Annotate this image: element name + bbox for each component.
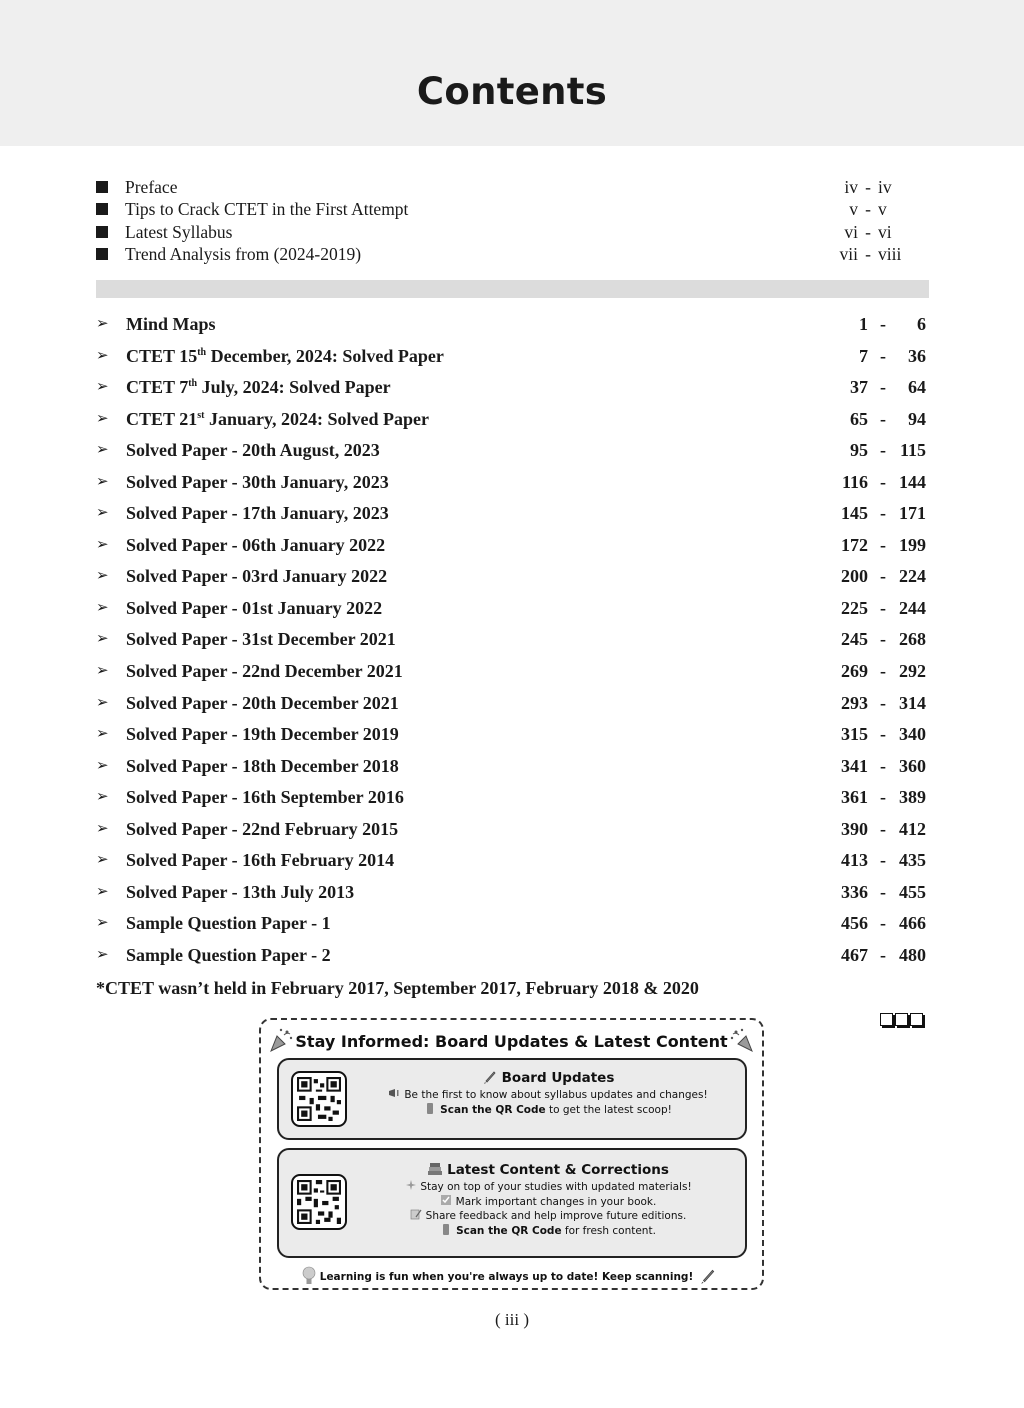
page-end: 340 (899, 724, 926, 745)
page-separator: - (880, 913, 886, 934)
title-text: Solved Paper - 16th September 2016 (126, 787, 404, 808)
footer-text: Learning is fun when you're always up to date! Keep scanning! (319, 1271, 694, 1283)
page-end: v (878, 199, 887, 220)
sparkles-icon (404, 1180, 416, 1191)
title-text: Solved Paper - 03rd January 2022 (126, 566, 388, 587)
contents-entry-title (126, 470, 389, 494)
qr-code-icon (297, 1077, 341, 1121)
prelim-item-label: Tips to Crack CTET in the First Attempt (125, 199, 409, 220)
megaphone-icon (388, 1088, 400, 1099)
title-text: Mind Maps (126, 314, 216, 334)
page-separator: - (880, 724, 886, 745)
arrowhead-bullet-icon: ➢ (96, 473, 109, 490)
page-start: vii (839, 243, 858, 264)
contents-entry (96, 627, 926, 659)
contents-entry (96, 817, 926, 849)
prelim-item-label: Preface (125, 177, 178, 197)
page-separator: - (880, 377, 886, 398)
title-text: Solved Paper - 20th December 2021 (126, 692, 399, 713)
page-start: 293 (841, 692, 868, 713)
arrowhead-bullet-icon: ➢ (96, 883, 109, 900)
contents-entry-title (126, 344, 444, 368)
page-separator: - (880, 534, 886, 555)
contents-entry-title (126, 722, 399, 746)
page-start: 467 (841, 944, 868, 965)
title-text: Solved Paper - 06th January 2022 (126, 534, 386, 555)
page-start: 172 (841, 534, 868, 555)
title-text: Solved Paper - 01st January 2022 (126, 597, 383, 618)
contents-entry-title (126, 691, 399, 715)
line-text: Mark important changes in your book. (455, 1195, 657, 1208)
contents-entry (96, 659, 926, 691)
contents-entry (96, 375, 926, 407)
page-separator: - (880, 629, 886, 650)
square-bullet-icon (96, 248, 108, 260)
contents-entry-title (126, 596, 382, 620)
contents-entry-title (126, 407, 429, 431)
latest-content-line (359, 1180, 737, 1195)
title-text: Solved Paper - 17th January, 2023 (126, 503, 389, 524)
arrowhead-bullet-icon: ➢ (96, 316, 109, 332)
contents-entry (96, 722, 926, 754)
line-text: Be the first to know about syllabus updates and changes! (404, 1089, 708, 1101)
page-separator: - (880, 597, 886, 618)
title-text: Solved Paper - 22nd February 2015 (126, 818, 399, 839)
page-separator: - (880, 881, 886, 902)
page-end: 412 (899, 818, 926, 839)
title-text-rest: December, 2024: Solved Paper (206, 345, 444, 366)
square-bullet-icon (96, 203, 108, 215)
arrowhead-bullet-icon: ➢ (96, 505, 109, 522)
contents-entry-title (126, 375, 391, 399)
page-number: ( iii ) (495, 1310, 529, 1329)
contents-entry (96, 943, 926, 975)
line-text: Share feedback and help improve future editions. (425, 1210, 687, 1222)
contents-entry (96, 501, 926, 533)
arrowhead-bullet-icon: ➢ (96, 789, 109, 806)
arrowhead-bullet-icon: ➢ (96, 663, 109, 680)
page-start: 95 (850, 440, 868, 461)
page-end: iv (878, 177, 892, 197)
page-end: 292 (899, 661, 926, 682)
prelim-item-label: Latest Syllabus (125, 221, 233, 242)
contents-entry-title (126, 817, 398, 841)
ordinal-suffix: st (197, 409, 205, 421)
qr-code-latest-content[interactable] (291, 1174, 347, 1230)
latest-content-text (359, 1160, 737, 1238)
prelim-item (96, 198, 908, 220)
page-end: 144 (899, 471, 926, 492)
page-separator: - (880, 692, 886, 713)
contents-entry (96, 691, 926, 723)
line-bold: Scan the QR Code (456, 1224, 562, 1237)
page-end: 389 (899, 787, 926, 808)
arrowhead-bullet-icon: ➢ (96, 915, 109, 932)
page-start: 37 (850, 377, 868, 398)
title-text-rest: July, 2024: Solved Paper (197, 377, 391, 398)
line-bold: Scan the QR Code (440, 1103, 546, 1116)
page-end: 64 (908, 377, 926, 398)
ordinal-suffix: th (197, 346, 207, 358)
title-text: Solved Paper - 22nd December 2021 (126, 661, 403, 682)
stay-informed-box (259, 1018, 764, 1290)
page-start: 413 (841, 850, 868, 871)
prelim-item-pages (828, 176, 908, 198)
books-icon (427, 1162, 443, 1176)
title-text: Solved Paper - 20th August, 2023 (126, 440, 380, 461)
prelim-item-label: Trend Analysis from (2024-2019) (125, 243, 362, 264)
contents-entry-title (126, 659, 403, 683)
prelim-item (96, 221, 908, 243)
title-text: Solved Paper - 16th February 2014 (126, 850, 395, 871)
contents-entry (96, 344, 926, 376)
promo-title: Stay Informed: Board Updates & Latest Content (295, 1032, 728, 1051)
page-start: 116 (841, 471, 868, 492)
page-end: 171 (899, 503, 926, 524)
prelim-item-pages (828, 198, 908, 220)
page-start: 145 (841, 503, 868, 524)
board-updates-heading (359, 1068, 737, 1088)
rocket-icon (699, 1267, 717, 1285)
contents-entry (96, 880, 926, 912)
contents-entry-title (126, 943, 331, 967)
checkbox-icon (440, 1195, 452, 1206)
page-separator: - (880, 471, 886, 492)
arrowhead-bullet-icon: ➢ (96, 347, 109, 364)
page-end: 480 (899, 944, 926, 965)
page-separator: - (880, 944, 886, 965)
page-separator: - (880, 850, 886, 871)
title-text: Sample Question Paper - 1 (126, 913, 331, 934)
title-text-rest: January, 2024: Solved Paper (204, 408, 429, 429)
board-updates-text (359, 1068, 737, 1117)
page-separator: - (880, 408, 886, 429)
page-start: 269 (841, 661, 868, 682)
page-separator: - (880, 787, 886, 808)
three-squares-icon (880, 1013, 923, 1026)
arrowhead-bullet-icon: ➢ (96, 631, 109, 648)
page-end: 6 (917, 314, 926, 334)
latest-content-line (359, 1224, 737, 1239)
board-updates-line (359, 1088, 737, 1103)
heading-text: Board Updates (501, 1070, 615, 1086)
page-start: 390 (841, 818, 868, 839)
arrowhead-bullet-icon: ➢ (96, 757, 109, 774)
page-end: 199 (899, 534, 926, 555)
contents-entry-title (126, 627, 396, 651)
page-end: 314 (899, 692, 926, 713)
page-start: v (849, 199, 858, 220)
arrowhead-bullet-icon: ➢ (96, 568, 109, 585)
footnote: *CTET wasn’t held in February 2017, September 2017, February 2018 & 2020 (96, 978, 699, 998)
arrowhead-bullet-icon: ➢ (96, 442, 109, 459)
prelim-list (96, 176, 908, 265)
contents-entry (96, 754, 926, 786)
title-text: Solved Paper - 19th December 2019 (126, 724, 399, 745)
page-separator: - (880, 755, 886, 776)
contents-entry (96, 596, 926, 628)
title-text: Solved Paper - 18th December 2018 (126, 755, 399, 776)
line-text: Stay on top of your studies with updated materials! (420, 1181, 692, 1193)
lightbulb-icon (302, 1266, 316, 1286)
page-separator: - (865, 221, 871, 242)
page-end: 94 (908, 408, 926, 429)
page-start: 7 (859, 345, 868, 366)
latest-content-line (359, 1209, 737, 1224)
page-start: 315 (841, 724, 868, 745)
arrowhead-bullet-icon: ➢ (96, 946, 109, 963)
contents-entry (96, 312, 926, 344)
contents-entry (96, 848, 926, 880)
page-end: 224 (899, 566, 926, 587)
arrowhead-bullet-icon: ➢ (96, 410, 109, 427)
contents-entry-title (126, 880, 354, 904)
contents-entry-title (126, 911, 331, 935)
title-text: Sample Question Paper - 2 (126, 944, 331, 965)
page-end: viii (878, 243, 902, 264)
rocket-icon (482, 1069, 498, 1085)
page-start: 336 (841, 881, 868, 902)
page-start: 65 (850, 408, 868, 429)
page-start: 225 (841, 597, 868, 618)
title-text: Solved Paper - 30th January, 2023 (126, 471, 389, 492)
page-end: vi (878, 221, 892, 242)
arrowhead-bullet-icon: ➢ (96, 726, 109, 743)
page-separator: - (880, 314, 886, 334)
phone-icon (440, 1224, 452, 1235)
page-separator: - (865, 243, 871, 264)
page-start: 456 (841, 913, 868, 934)
board-updates-card (277, 1058, 747, 1140)
page-end: 115 (899, 440, 926, 461)
qr-code-board-updates[interactable] (291, 1071, 347, 1127)
page-start: 1 (859, 314, 868, 334)
page-start: iv (844, 177, 858, 197)
party-popper-icon (728, 1026, 756, 1054)
square-bullet-icon (96, 181, 108, 193)
heading-text: Latest Content & Corrections (447, 1162, 669, 1178)
contents-entry (96, 911, 926, 943)
title-text: CTET 7 (126, 377, 189, 398)
contents-entry-title (126, 564, 387, 588)
contents-entry (96, 470, 926, 502)
contents-entry-title (126, 848, 394, 872)
page-separator: - (880, 661, 886, 682)
contents-entry-title (126, 785, 404, 809)
prelim-item (96, 243, 908, 265)
page-end: 435 (899, 850, 926, 871)
page-start: 341 (841, 755, 868, 776)
page-start: vi (844, 221, 858, 242)
line-text: for fresh content. (561, 1224, 656, 1237)
page-end: 244 (899, 597, 926, 618)
page-separator: - (880, 503, 886, 524)
contents-entry (96, 564, 926, 596)
page-end: 36 (908, 345, 926, 366)
arrowhead-bullet-icon: ➢ (96, 820, 109, 837)
page-end: 268 (899, 629, 926, 650)
prelim-item-pages (828, 221, 908, 243)
contents-entry (96, 438, 926, 470)
page-separator: - (880, 818, 886, 839)
phone-icon (424, 1103, 436, 1114)
arrowhead-bullet-icon: ➢ (96, 694, 109, 711)
contents-entry (96, 785, 926, 817)
page-separator: - (865, 199, 871, 220)
qr-code-icon (297, 1180, 341, 1224)
arrowhead-bullet-icon: ➢ (96, 379, 109, 396)
board-updates-line (359, 1103, 737, 1118)
contents-list (96, 312, 926, 974)
prelim-item (96, 176, 908, 198)
page-end: 455 (899, 881, 926, 902)
page-start: 361 (841, 787, 868, 808)
memo-icon (410, 1209, 422, 1220)
contents-entry-title (126, 501, 389, 525)
page-separator: - (880, 345, 886, 366)
latest-content-heading (359, 1160, 737, 1180)
square-bullet-icon (96, 226, 108, 238)
arrowhead-bullet-icon: ➢ (96, 599, 109, 616)
line-text: to get the latest scoop! (545, 1103, 672, 1116)
latest-content-line (359, 1195, 737, 1210)
contents-entry-title (126, 312, 216, 336)
latest-content-card (277, 1148, 747, 1258)
contents-entry (96, 533, 926, 565)
page-separator: - (865, 177, 871, 197)
page-end: 466 (899, 913, 926, 934)
title-text: Solved Paper - 13th July 2013 (126, 881, 355, 902)
page-separator: - (880, 440, 886, 461)
title-text: CTET 21 (126, 408, 198, 429)
contents-entry-title (126, 754, 399, 778)
page-start: 200 (841, 566, 868, 587)
section-divider (96, 280, 929, 298)
title-text: CTET 15 (126, 345, 198, 366)
title-text: Solved Paper - 31st December 2021 (126, 629, 396, 650)
page-end: 360 (899, 755, 926, 776)
arrowhead-bullet-icon: ➢ (96, 536, 109, 553)
page-separator: - (880, 566, 886, 587)
contents-entry (96, 407, 926, 439)
prelim-item-pages (828, 243, 908, 265)
ordinal-suffix: th (188, 378, 198, 390)
contents-entry-title (126, 533, 385, 557)
contents-entry-title (126, 438, 380, 462)
promo-footer (261, 1266, 762, 1286)
page-start: 245 (841, 629, 868, 650)
page-title: Contents (416, 70, 608, 113)
arrowhead-bullet-icon: ➢ (96, 852, 109, 869)
